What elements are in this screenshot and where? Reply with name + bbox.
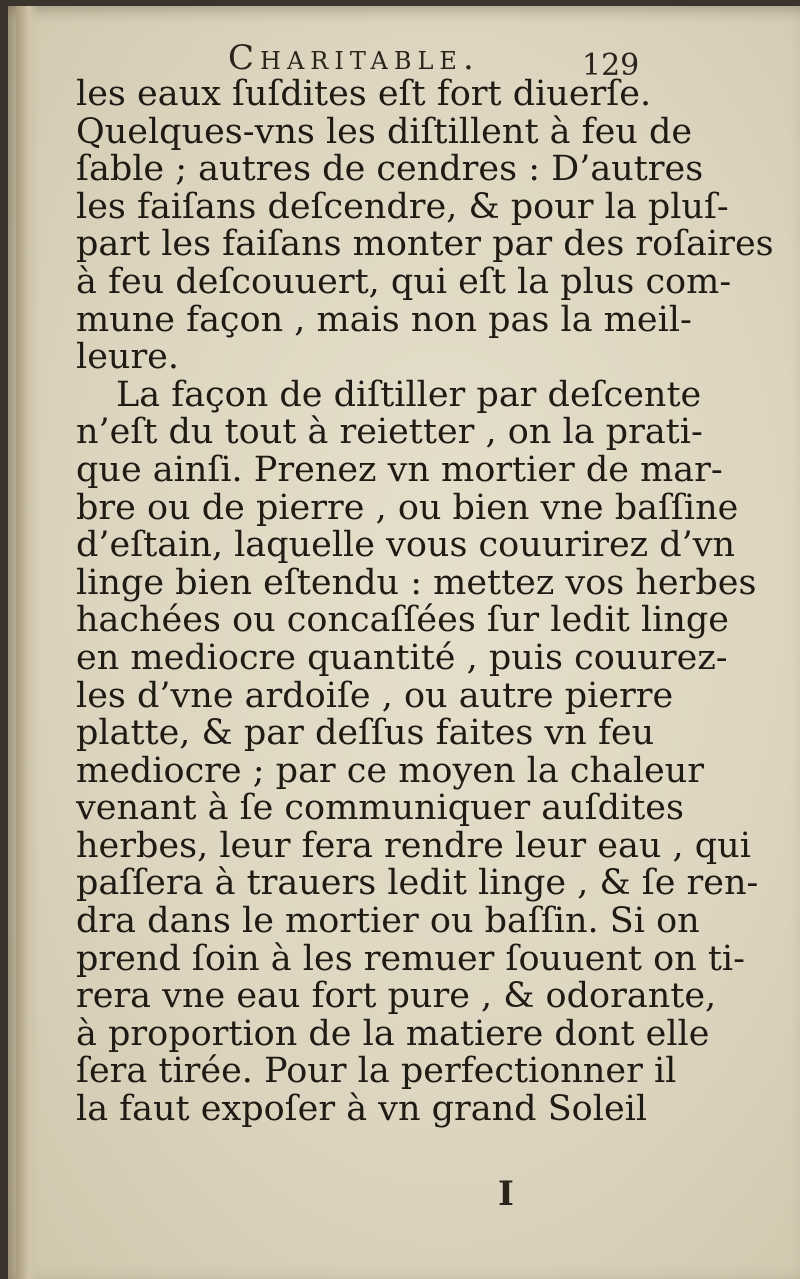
text-line: bre ou de pierre , ou bien vne baſſine: [76, 487, 739, 528]
text-line: n’eſt du tout à reietter , on la prati-: [76, 412, 703, 453]
paragraph-start-line: La façon de diſtiller par deſcente: [116, 374, 702, 415]
text-line: les eaux ſuſdites eſt fort diuerſe.: [76, 74, 652, 114]
text-line: rera vne eau fort pure , & odorante,: [76, 976, 717, 1017]
page-gutter: [16, 6, 38, 1279]
text-line: les faiſans deſcendre, & pour la pluſ-: [76, 186, 729, 227]
text-line: prend ſoin à les remuer ſouuent on ti-: [76, 938, 745, 979]
text-line: mediocre ; par ce moyen la chaleur: [76, 750, 705, 791]
text-line: linge bien eſtendu : mettez vos herbes: [76, 562, 757, 603]
running-title: Charitable.: [228, 38, 480, 78]
text-line: mune façon , mais non pas la meil-: [76, 299, 692, 340]
text-line: dra dans le mortier ou baſſin. Si on: [76, 901, 700, 942]
text-line: à proportion de la matiere dont elle: [76, 1013, 710, 1054]
text-line: que ainſi. Prenez vn mortier de mar-: [76, 449, 723, 490]
text-line: platte, & par deſſus faites vn feu: [76, 713, 655, 754]
text-line: leure.: [76, 337, 180, 378]
text-line: venant à ſe communiquer auſdites: [76, 788, 684, 829]
text-line: à feu deſcouuert, qui eſt la plus com-: [76, 261, 732, 302]
text-line: la faut expoſer à vn grand Soleil: [76, 1089, 648, 1130]
body-text: [76, 74, 774, 1130]
text-line: hachées ou concaſſées ſur ledit linge: [76, 600, 730, 641]
text-line: herbes, leur fera rendre leur eau , qui: [76, 825, 751, 866]
text-line: en mediocre quantité , puis couurez-: [76, 637, 728, 678]
text-line: ſera tirée. Pour la perfectionner il: [76, 1051, 677, 1092]
signature-mark: I: [498, 1174, 514, 1214]
page-number: 129: [582, 48, 640, 83]
text-line: part les faiſans monter par des roſaires: [76, 224, 774, 265]
text-line: d’eſtain, laquelle vous couurirez d’vn: [76, 525, 736, 566]
text-line: Quelques-vns les diſtillent à feu de: [76, 111, 693, 152]
text-line: paſſera à trauers ledit linge , & ſe ren-: [76, 863, 759, 904]
text-line: ſable ; autres de cendres : D’autres: [76, 149, 704, 190]
text-line: les d’vne ardoiſe , ou autre pierre: [76, 675, 674, 716]
